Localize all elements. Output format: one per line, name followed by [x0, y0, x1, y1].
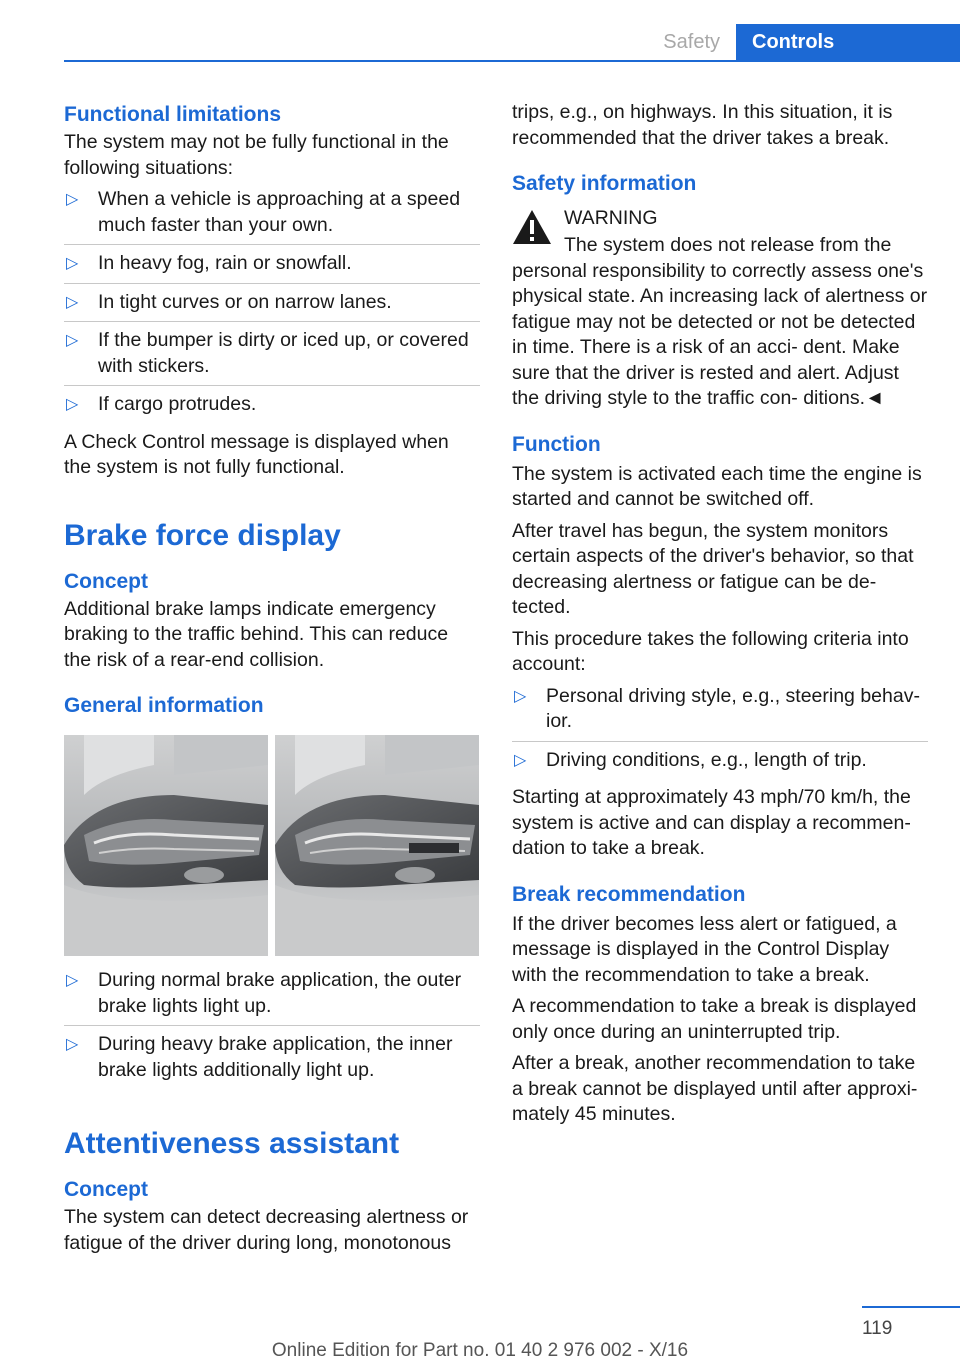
- brake-concept-text: Additional brake lamps indicate emergency braking to the traffic behind. This can reduce the risk of a rear-end collision.: [64, 597, 449, 671]
- functional-limitations-intro: The system may not be fully functional in the following situations:: [64, 131, 449, 179]
- triangle-bullet-icon: ▷: [514, 687, 527, 705]
- list-item: ▷ During heavy brake application, the inner brake lights additionally light up.: [66, 1033, 453, 1081]
- brake-force-display-title: Brake force display: [64, 518, 341, 552]
- triangle-bullet-icon: ▷: [66, 255, 79, 272]
- criteria-list: [512, 684, 928, 780]
- list-item: ▷ If cargo protrudes.: [64, 392, 480, 424]
- function-heading: Function: [512, 432, 601, 456]
- list-item: ▷ If the bumper is dirty or iced up, or covered with stickers.: [64, 328, 480, 386]
- warning-triangle-icon: [512, 209, 552, 245]
- attentiveness-assistant-title: Attentiveness assistant: [64, 1127, 400, 1160]
- brake-concept-heading: Concept: [64, 569, 148, 593]
- list-item: ▷ Driving conditions, e.g., length of trip.: [512, 748, 928, 780]
- list-item: ▷ Personal driving style, e.g., steering behav- ior.: [512, 684, 928, 742]
- break-p2: A recommendation to take a break is displayed only once during an uninterrupted trip.: [512, 995, 917, 1043]
- list-item: ▷ In heavy fog, rain or snowfall.: [64, 251, 480, 284]
- panel-heavy-braking: [275, 735, 479, 956]
- header-section-safety: Safety: [663, 31, 720, 53]
- panel-normal-braking: [64, 735, 268, 956]
- list-item: ▷ In tight curves or on narrow lanes.: [64, 290, 480, 323]
- footer-rule: [862, 1306, 960, 1308]
- left-column: [64, 100, 480, 1262]
- warning-box: [512, 203, 928, 412]
- function-p4: Starting at approximately 43 mph/70 km/h, the system is active and can display a recommen- dation to take a break.: [512, 786, 911, 859]
- attentiveness-concept-text: The system can detect decreasing alertness or fatigue of the driver during long, monotonous: [64, 1206, 469, 1254]
- list-item: ▷ When a vehicle is approaching at a speed much faster than your own.: [64, 187, 480, 245]
- triangle-bullet-icon: ▷: [514, 751, 527, 769]
- page-number: 119: [862, 1318, 893, 1339]
- brake-lights-list: [64, 968, 480, 1089]
- function-p3: This procedure takes the following criteria into account:: [512, 627, 909, 675]
- triangle-bullet-icon: ▷: [66, 191, 79, 208]
- break-recommendation-heading: Break recommendation: [512, 882, 746, 906]
- brake-lights-figure: [64, 735, 479, 956]
- triangle-bullet-icon: ▷: [66, 332, 79, 349]
- functional-limitations-outro: A Check Control message is displayed when the system is not fully functional.: [64, 430, 449, 478]
- right-column: [512, 100, 928, 1134]
- header-rule: [64, 60, 960, 62]
- tail-light-illustration: [64, 735, 479, 956]
- functional-limitations-list: [64, 187, 480, 424]
- header-chapter-controls: Controls: [736, 24, 960, 61]
- functional-limitations-heading: Functional limitations: [64, 103, 282, 126]
- continuation-text: trips, e.g., on highways. In this situation, it is recommended that the driver takes a break.: [512, 101, 893, 149]
- triangle-bullet-icon: ▷: [66, 396, 79, 413]
- triangle-bullet-icon: ▷: [66, 293, 79, 311]
- function-p1: The system is activated each time the engine is started and cannot be switched off.: [512, 462, 922, 510]
- function-p2: After travel has begun, the system monitors certain aspects of the driver's behavior, so that decreasing alertness or fatigue can be de- tected.: [512, 519, 914, 618]
- break-p1: If the driver becomes less alert or fatigued, a message is displayed in the Control Display with the recommendation to take a break.: [512, 912, 897, 986]
- edition-note: Online Edition for Part no. 01 40 2 976 002 - X/16: [271, 1340, 689, 1361]
- list-item: ▷ During normal brake application, the outer brake lights light up.: [64, 968, 480, 1026]
- break-p3: After a break, another recommendation to take a break cannot be displayed until after approxi- mately 45 minutes.: [512, 1052, 918, 1125]
- attentiveness-concept-heading: Concept: [64, 1178, 148, 1201]
- general-information-heading: General information: [64, 694, 264, 717]
- triangle-bullet-icon: ▷: [66, 972, 79, 989]
- warning-text: The system does not release from the personal responsibility to correctly assess one's physical state. An increasing lack of alertness or fatigue may not be detected or not be detected in time. There is a risk of an acci- dent. Make sure that the driver is rested and alert. Adjust the driving style to the traffic con- ditions.◄: [512, 234, 928, 409]
- triangle-bullet-icon: ▷: [66, 1036, 79, 1053]
- warning-title: WARNING: [564, 207, 658, 229]
- safety-information-heading: Safety information: [512, 172, 697, 195]
